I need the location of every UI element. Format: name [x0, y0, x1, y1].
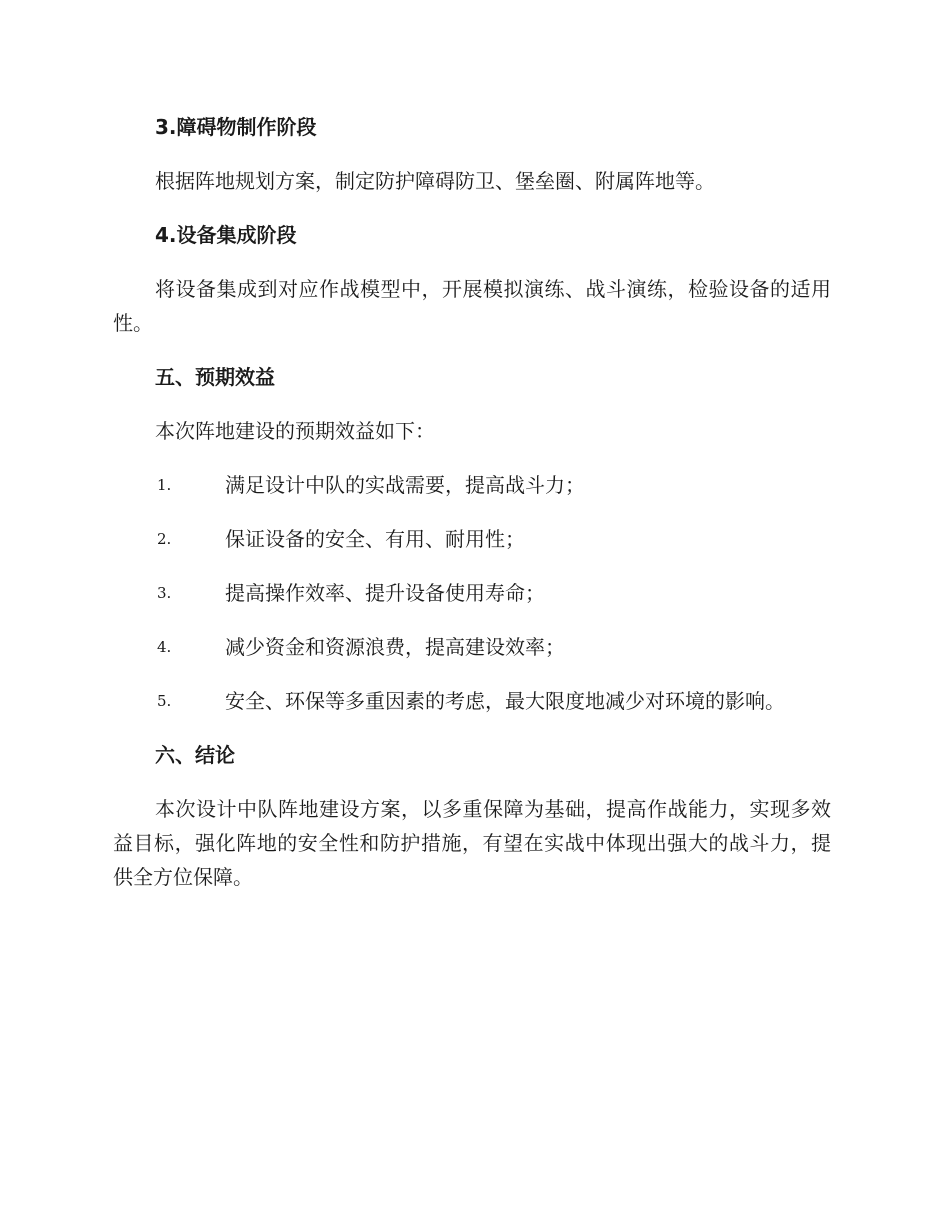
list-item	[113, 522, 831, 556]
list-item-number: 2.	[157, 530, 172, 548]
section-body-stage3: 根据阵地规划方案，制定防护障碍防卫、堡垒圈、附属阵地等。	[155, 169, 715, 193]
list-item	[113, 468, 831, 502]
benefits-intro: 本次阵地建设的预期效益如下：	[155, 419, 435, 443]
list-item-text: 保证设备的安全、有用、耐用性；	[225, 527, 525, 551]
list-item	[113, 630, 831, 664]
section-heading-stage4: 4.设备集成阶段	[155, 223, 297, 247]
list-item-text: 满足设计中队的实战需要，提高战斗力；	[225, 473, 585, 497]
list-item	[113, 576, 831, 610]
section-body-conclusion: 本次设计中队阵地建设方案，以多重保障为基础，提高作战能力，实现多效益目标，强化阵地的安全性和防护措施，有望在实战中体现出强大的战斗力，提供全方位保障。	[113, 797, 831, 889]
list-item-text: 减少资金和资源浪费，提高建设效率；	[225, 635, 565, 659]
list-item-text: 提高操作效率、提升设备使用寿命；	[225, 581, 545, 605]
section-body-stage4: 将设备集成到对应作战模型中，开展模拟演练、战斗演练，检验设备的适用性。	[113, 277, 831, 335]
section-heading-conclusion: 六、结论	[155, 743, 235, 767]
list-item-number: 3.	[157, 584, 172, 602]
list-item	[113, 684, 831, 718]
section-heading-benefits: 五、预期效益	[155, 365, 275, 389]
section-heading-stage3: 3.障碍物制作阶段	[155, 115, 317, 139]
list-item-text: 安全、环保等多重因素的考虑，最大限度地减少对环境的影响。	[225, 689, 785, 713]
document-content	[113, 110, 831, 894]
list-item-number: 4.	[157, 638, 172, 656]
list-item-number: 1.	[157, 476, 172, 494]
list-item-number: 5.	[157, 692, 172, 710]
